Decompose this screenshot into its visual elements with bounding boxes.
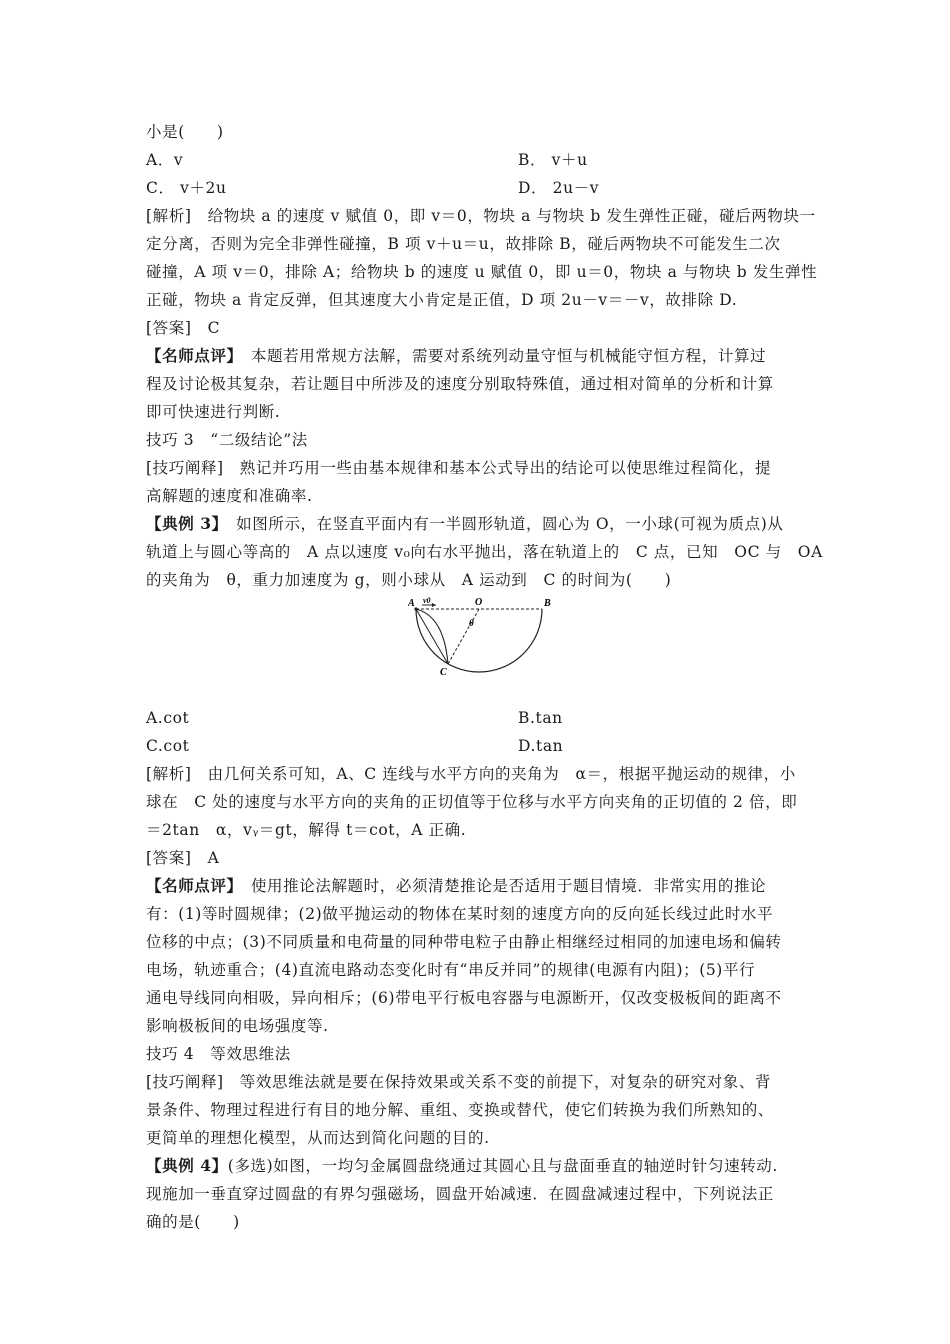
option-d: D.tan [518, 737, 564, 755]
example-text: 如图所示，在竖直平面内有一半圆形轨道，圆心为 O，一小球(可视为质点)从 [220, 515, 784, 533]
teacher-comment-line: 程及讨论极其复杂，若让题目中所涉及的速度分别取特殊值，通过相对简单的分析和计算 [146, 375, 774, 393]
teacher-comment-tag: 【名师点评】 [146, 346, 235, 365]
option-a: A.cot [146, 709, 190, 727]
option-a: A．v [146, 151, 184, 169]
technique-heading: 技巧 3 “二级结论”法 [146, 431, 308, 449]
semicircle-diagram [408, 594, 558, 702]
technique-explanation-line: [技巧阐释] 等效思维法就是要在保持效果或关系不变的前提下，对复杂的研究对象、背 [146, 1073, 772, 1091]
document-page [146, 118, 823, 1236]
teacher-comment-line [146, 342, 806, 370]
option-d: D． 2u－v [518, 179, 600, 197]
teacher-comment-tag: 【名师点评】 [146, 876, 235, 895]
example-tag: 【典例 3】 [146, 514, 221, 533]
analysis-line: 碰撞，A 项 v＝0，排除 A；给物块 b 的速度 u 赋值 0，即 u＝0，物块 a 与物块 b 发生弹性 [146, 263, 818, 281]
velocity-arrowhead [432, 603, 436, 607]
question-stem-tail: 小是( ) [146, 123, 224, 141]
teacher-comment-text: 本题若用常规方法解，需要对系统列动量守恒与机械能守恒方程，计算过 [234, 347, 767, 365]
label-v0: v0 [423, 596, 431, 605]
teacher-comment-line: 通电导线同向相吸，异向相斥；(6)带电平行板电容器与电源断开，仅改变极板间的距离不 [146, 989, 782, 1007]
options-row-4 [146, 732, 806, 760]
example-line: 轨道上与圆心等高的 A 点以速度 v₀向右水平抛出，落在轨道上的 C 点，已知 OC 与 OA [146, 543, 823, 561]
teacher-comment-line [146, 872, 806, 900]
analysis-line: [解析] 由几何关系可知，A、C 连线与水平方向的夹角为 α＝，根据平抛运动的规律，小 [146, 765, 796, 783]
option-b: B.tan [518, 709, 563, 727]
options-row-3 [146, 704, 806, 732]
radius-oc-line [448, 609, 479, 664]
example-line: 确的是( ) [146, 1213, 240, 1231]
example-line [146, 510, 806, 538]
semicircle-track-figure [146, 594, 806, 704]
technique-explanation-line: 景条件、物理过程进行有目的地分解、重组、变换或替代，使它们转换为我们所熟知的、 [146, 1101, 774, 1119]
example-line: 现施加一垂直穿过圆盘的有界匀强磁场，圆盘开始减速．在圆盘减速过程中，下列说法正 [146, 1185, 774, 1203]
teacher-comment-line: 即可快速进行判断. [146, 403, 281, 421]
technique-explanation-line: [技巧阐释] 熟记并巧用一些由基本规律和基本公式导出的结论可以使思维过程简化，提 [146, 459, 772, 477]
technique-explanation-line: 更简单的理想化模型，从而达到简化问题的目的. [146, 1129, 490, 1147]
technique-heading: 技巧 4 等效思维法 [146, 1045, 291, 1063]
teacher-comment-line: 影响极板间的电场强度等. [146, 1017, 329, 1035]
label-b: B [544, 598, 551, 609]
teacher-comment-line: 电场，轨迹重合；(4)直流电路动态变化时有“串反并同”的规律(电源有内阻)；(5)平行 [146, 961, 756, 979]
label-theta: θ [469, 618, 474, 628]
example-text: (多选)如图，一均匀金属圆盘绕通过其圆心且与盘面垂直的轴逆时针匀速转动. [227, 1157, 778, 1175]
label-o: O [475, 597, 483, 608]
option-c: C.cot [146, 737, 190, 755]
analysis-line: 定分离，否则为完全非弹性碰撞，B 项 v＋u＝u，故排除 B，碰后两物块不可能发生二次 [146, 235, 781, 253]
label-c: C [440, 667, 447, 678]
options-row-2 [146, 174, 806, 202]
analysis-line: ＝2tan α，vᵧ＝gt，解得 t＝cot，A 正确. [146, 821, 467, 839]
label-a: A [408, 598, 415, 609]
point-a-dot [414, 607, 417, 610]
analysis-line: [解析] 给物块 a 的速度 v 赋值 0，即 v＝0，物块 a 与物块 b 发生弹性正碰，碰后两物块一 [146, 207, 816, 225]
analysis-line: 正碰，物块 a 肯定反弹，但其速度大小肯定是正值，D 项 2u－v＝－v，故排除 D. [146, 291, 738, 309]
technique-explanation-line: 高解题的速度和准确率. [146, 487, 313, 505]
example-line: 的夹角为 θ，重力加速度为 g，则小球从 A 运动到 C 的时间为( ) [146, 571, 672, 589]
teacher-comment-text: 使用推论法解题时，必须清楚推论是否适用于题目情境．非常实用的推论 [234, 877, 767, 895]
teacher-comment-line: 位移的中点；(3)不同质量和电荷量的同种带电粒子由静止相继经过相同的加速电场和偏转 [146, 933, 782, 951]
answer-line: [答案] A [146, 849, 220, 867]
options-row-1 [146, 146, 806, 174]
option-c: C． v＋2u [146, 179, 227, 197]
example-tag: 【典例 4】 [146, 1156, 228, 1175]
example-line [146, 1152, 806, 1180]
answer-line: [答案] C [146, 319, 221, 337]
option-b: B． v＋u [518, 151, 588, 169]
teacher-comment-line: 有：(1)等时圆规律；(2)做平抛运动的物体在某时刻的速度方向的反向延长线过此时水平 [146, 905, 774, 923]
analysis-line: 球在 C 处的速度与水平方向的夹角的正切值等于位移与水平方向夹角的正切值的 2 倍，即 [146, 793, 798, 811]
